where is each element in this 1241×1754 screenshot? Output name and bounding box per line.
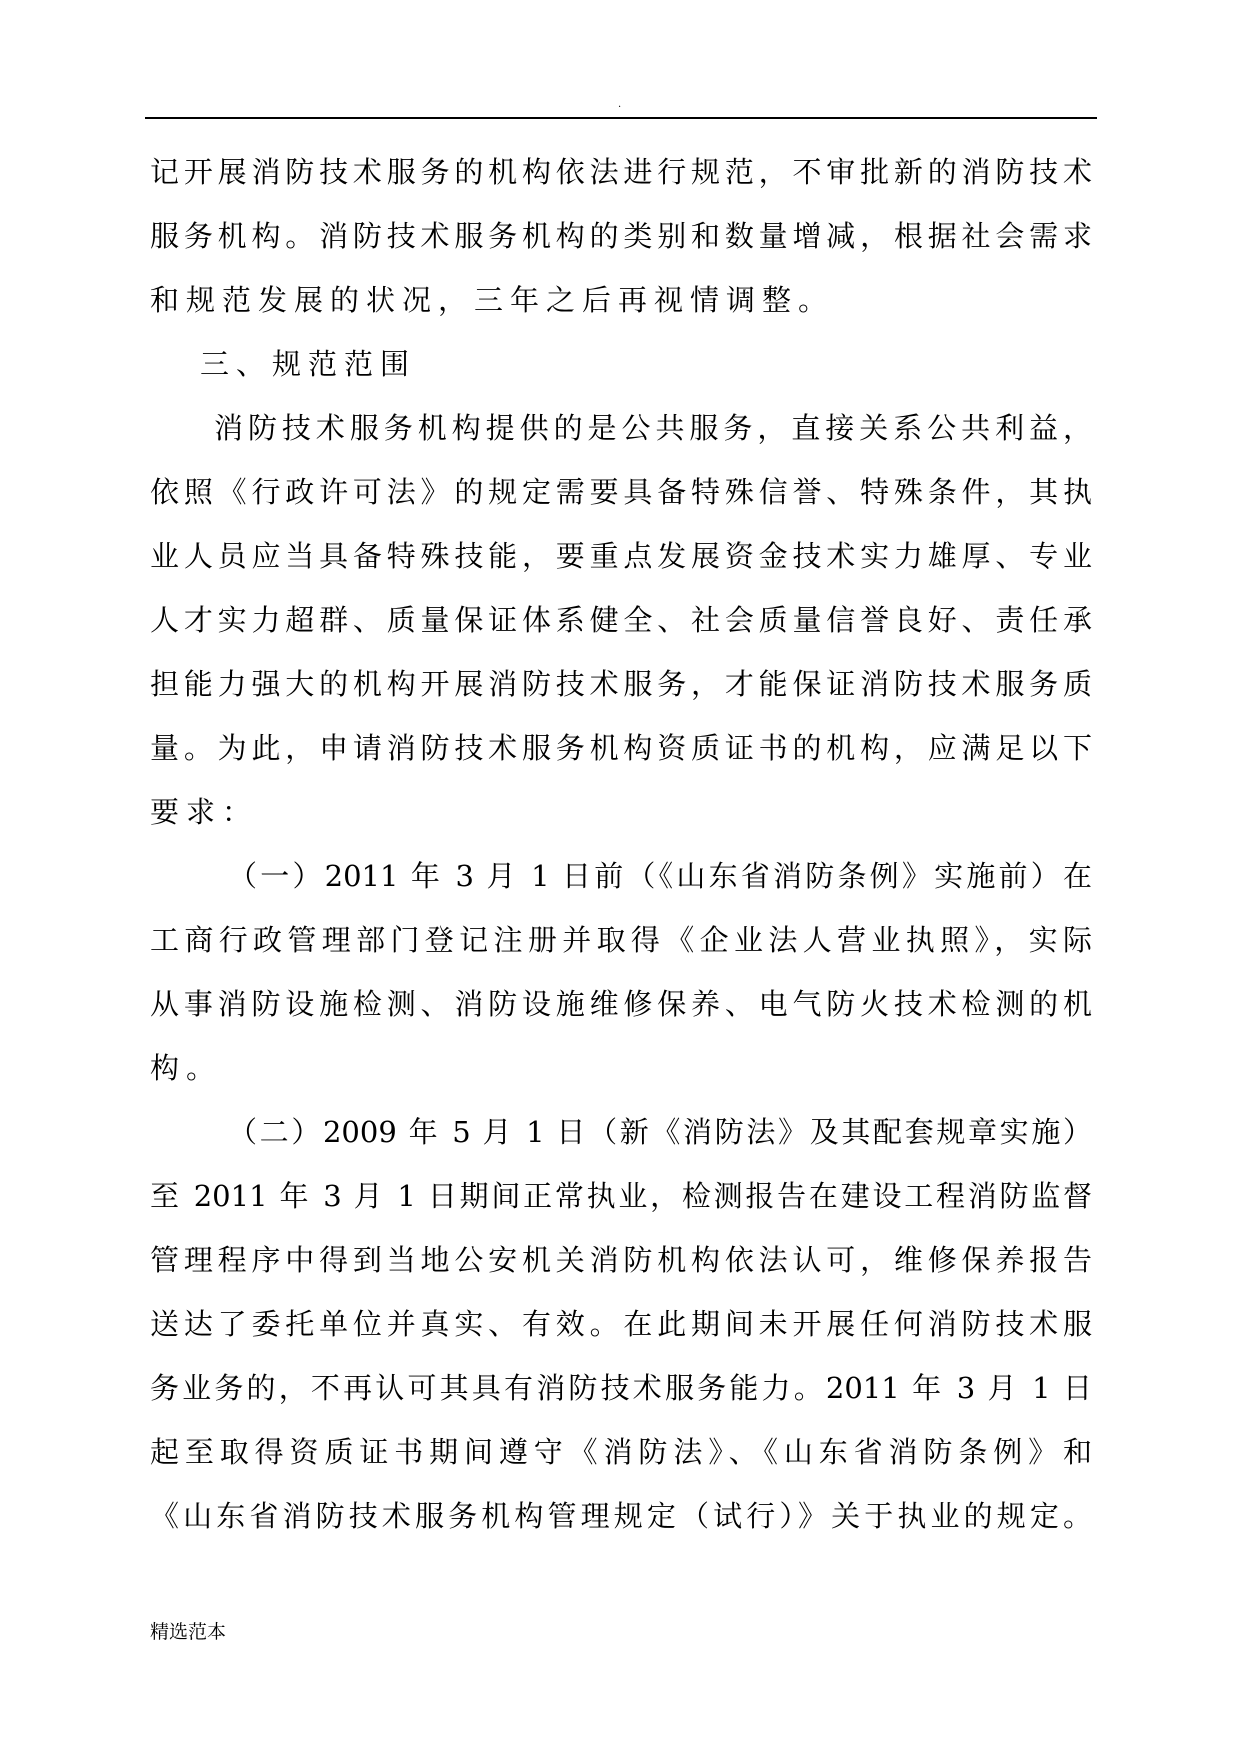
body-line: 至 2011 年 3 月 1 日期间正常执业，检测报告在建设工程消防监督 [150,1179,1092,1213]
body-line: 务业务的，不再认可其具有消防技术服务能力。2011 年 3 月 1 日 [150,1371,1092,1405]
header-mark: . [618,99,622,110]
body-line: 管理程序中得到当地公安机关消防机构依法认可，维修保养报告 [150,1243,1092,1277]
body-line: 担能力强大的机构开展消防技术服务，才能保证消防技术服务质 [150,667,1092,701]
body-line: （二）2009 年 5 月 1 日（新《消防法》及其配套规章实施） [228,1115,1092,1149]
body-line: 服务机构。消防技术服务机构的类别和数量增减，根据社会需求 [150,219,1092,253]
body-line: 工商行政管理部门登记注册并取得《企业法人营业执照》，实际 [150,923,1092,957]
body-line: 和规范发展的状况，三年之后再视情调整。 [150,283,835,317]
section-heading: 三、规范范围 [200,347,417,381]
body-line: 业人员应当具备特殊技能，要重点发展资金技术实力雄厚、专业 [150,539,1092,573]
body-line: 依照《行政许可法》的规定需要具备特殊信誉、特殊条件，其执 [150,475,1092,509]
body-line: 量。为此，申请消防技术服务机构资质证书的机构，应满足以下 [150,731,1092,765]
body-line: 人才实力超群、质量保证体系健全、社会质量信誉良好、责任承 [150,603,1092,637]
header-rule [145,117,1097,119]
document-body [150,140,1092,1548]
body-line: 消防技术服务机构提供的是公共服务，直接关系公共利益， [214,411,1092,445]
footer-label: 精选范本 [150,1621,227,1643]
body-line: 构。 [150,1051,223,1085]
body-line: 送达了委托单位并真实、有效。在此期间未开展任何消防技术服 [150,1307,1092,1341]
body-line: （一）2011 年 3 月 1 日前（《山东省消防条例》实施前）在 [228,859,1092,893]
body-line: 记开展消防技术服务的机构依法进行规范，不审批新的消防技术 [150,155,1092,189]
body-line: 从事消防设施检测、消防设施维修保养、电气防火技术检测的机 [150,987,1092,1021]
body-line: 起至取得资质证书期间遵守《消防法》、《山东省消防条例》和 [150,1435,1092,1469]
body-line: 要求： [150,795,259,829]
body-line: 《山东省消防技术服务机构管理规定（试行）》关于执业的规定。 [150,1499,1092,1533]
